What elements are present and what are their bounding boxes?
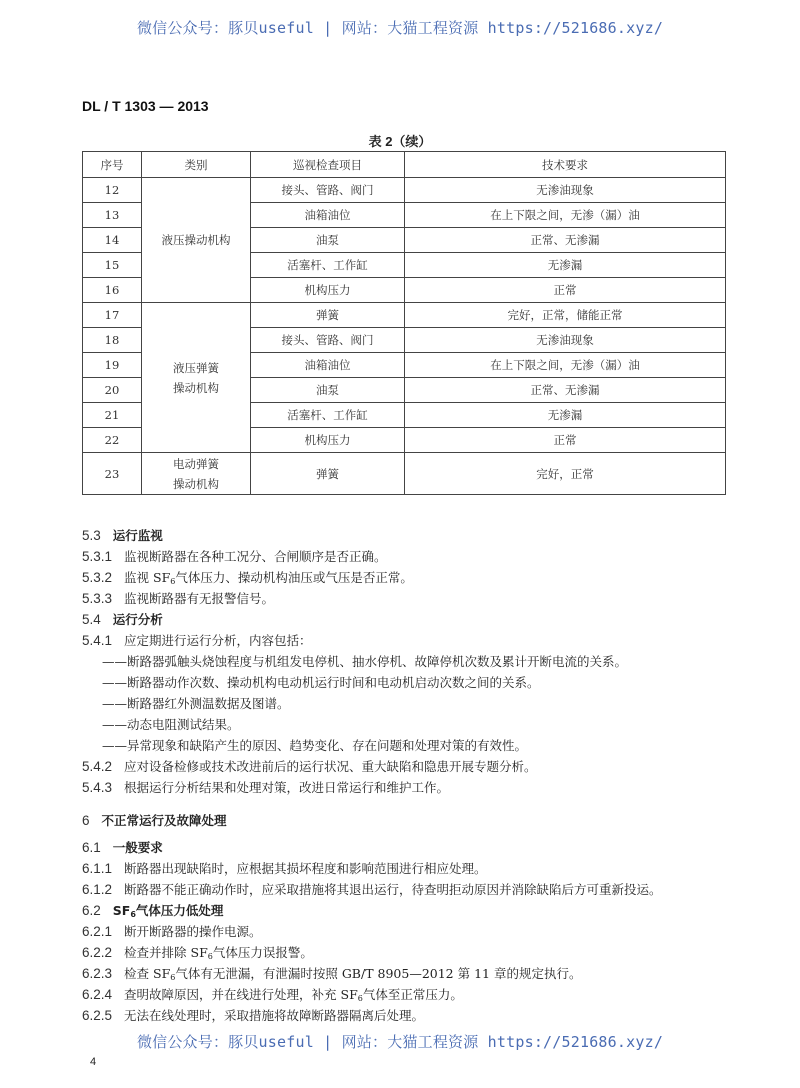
row-number: 16 xyxy=(83,278,142,303)
row-requirement: 在上下限之间，无渗（漏）油 xyxy=(405,353,726,378)
row-number: 21 xyxy=(83,403,142,428)
clause xyxy=(82,588,782,609)
row-requirement: 无渗漏 xyxy=(405,253,726,278)
clause-number: 6.2.2 xyxy=(82,945,113,960)
clause-text xyxy=(102,813,227,828)
clause xyxy=(82,546,782,567)
clause-text xyxy=(124,945,313,960)
row-requirement: 正常、无渗漏 xyxy=(405,378,726,403)
row-number: 14 xyxy=(83,228,142,253)
text-part: 监视断路器在各种工况分、合闸顺序是否正确。 xyxy=(124,549,387,564)
text-part: 气体至正常压力。 xyxy=(362,987,463,1002)
clause xyxy=(82,1005,782,1026)
text-part: 检查 SF xyxy=(124,966,171,981)
document-body xyxy=(82,525,782,1026)
clause xyxy=(82,984,782,1005)
text-part: ——异常现象和缺陷产生的原因、趋势变化、存在问题和处理对策的有效性。 xyxy=(102,738,528,753)
section-heading xyxy=(82,525,782,546)
text-part: 运行监视 xyxy=(112,528,163,543)
section-heading xyxy=(82,810,782,831)
clause-text xyxy=(124,549,387,564)
text-part: 一般要求 xyxy=(112,840,163,855)
row-number: 13 xyxy=(83,203,142,228)
clause-text xyxy=(102,738,527,753)
list-item xyxy=(82,672,782,693)
row-inspection-item: 油箱油位 xyxy=(251,203,405,228)
subscript: 6 xyxy=(170,973,176,982)
clause-text xyxy=(124,759,537,774)
clause-text xyxy=(102,675,540,690)
row-inspection-item: 油泵 xyxy=(251,228,405,253)
clause-text xyxy=(124,570,413,585)
text-part: 根据运行分析结果和处理对策，改进日常运行和维护工作。 xyxy=(124,780,450,795)
row-inspection-item: 接头、管路、阀门 xyxy=(251,178,405,203)
clause xyxy=(82,777,782,798)
text-part: 气体压力误报警。 xyxy=(212,945,313,960)
row-requirement: 完好，正常 xyxy=(405,453,726,495)
clause xyxy=(82,963,782,984)
clause-number: 5.4.1 xyxy=(82,633,113,648)
text-part: 断开断路器的操作电源。 xyxy=(124,924,262,939)
clause-text xyxy=(113,903,224,918)
col-header-category: 类别 xyxy=(142,152,251,178)
clause-number: 6 xyxy=(82,813,90,828)
clause-number: 5.4 xyxy=(82,612,101,627)
row-requirement: 正常、无渗漏 xyxy=(405,228,726,253)
text-part: 断路器出现缺陷时，应根据其损坏程度和影响范围进行相应处理。 xyxy=(124,861,487,876)
text-part: SF xyxy=(112,903,131,918)
section-heading xyxy=(82,900,782,921)
row-number: 17 xyxy=(83,303,142,328)
clause-text xyxy=(124,1008,424,1023)
clause-number: 5.4.2 xyxy=(82,759,113,774)
row-number: 12 xyxy=(83,178,142,203)
clause xyxy=(82,942,782,963)
clause-number: 6.2 xyxy=(82,903,101,918)
row-requirement: 无渗油现象 xyxy=(405,328,726,353)
table-caption: 表 2（续） xyxy=(368,134,432,149)
clause-text xyxy=(113,612,163,627)
text-part: 监视 SF xyxy=(124,570,171,585)
col-header-item: 巡视检查项目 xyxy=(251,152,405,178)
row-inspection-item: 机构压力 xyxy=(251,428,405,453)
row-category: 液压操动机构 xyxy=(142,178,251,303)
clause-text xyxy=(124,882,662,897)
text-part: 气体有无泄漏，有泄漏时按照 GB/T 8905—2012 第 11 章的规定执行。 xyxy=(175,966,582,981)
row-category: 液压弹簧 操动机构 xyxy=(142,303,251,453)
row-number: 15 xyxy=(83,253,142,278)
table-row xyxy=(83,178,726,203)
text-part: 查明故障原因，并在线进行处理，补充 SF xyxy=(124,987,358,1002)
text-part: ——断路器弧触头烧蚀程度与机组发电停机、抽水停机、故障停机次数及累计开断电流的关系。 xyxy=(102,654,628,669)
clause xyxy=(82,567,782,588)
section-heading xyxy=(82,609,782,630)
clause-text xyxy=(124,987,463,1002)
row-number: 20 xyxy=(83,378,142,403)
row-inspection-item: 弹簧 xyxy=(251,453,405,495)
row-number: 22 xyxy=(83,428,142,453)
list-item xyxy=(82,651,782,672)
clause-number: 6.1 xyxy=(82,840,101,855)
clause xyxy=(82,630,782,651)
clause xyxy=(82,879,782,900)
section-heading xyxy=(82,837,782,858)
clause-text xyxy=(124,861,487,876)
watermark-bottom: 微信公众号：豚贝useful | 网站：大猫工程资源 https://521686.xyz/ xyxy=(136,1033,664,1051)
clause xyxy=(82,858,782,879)
row-requirement: 在上下限之间，无渗（漏）油 xyxy=(405,203,726,228)
col-header-requirement: 技术要求 xyxy=(405,152,726,178)
text-part: 运行分析 xyxy=(112,612,163,627)
clause xyxy=(82,921,782,942)
table-row xyxy=(83,453,726,495)
row-requirement: 完好，正常，储能正常 xyxy=(405,303,726,328)
clause-text xyxy=(124,780,449,795)
row-inspection-item: 机构压力 xyxy=(251,278,405,303)
subscript: 6 xyxy=(130,910,136,919)
clause-number: 6.2.4 xyxy=(82,987,113,1002)
clause-number: 5.3.3 xyxy=(82,591,113,606)
subscript: 6 xyxy=(207,952,213,961)
clause-number: 5.3 xyxy=(82,528,101,543)
subscript: 6 xyxy=(170,577,176,586)
row-requirement: 正常 xyxy=(405,428,726,453)
clause-text xyxy=(102,654,627,669)
text-part: 气体压力低处理 xyxy=(135,903,224,918)
row-number: 19 xyxy=(83,353,142,378)
inspection-table xyxy=(82,151,726,495)
clause-number: 5.4.3 xyxy=(82,780,113,795)
row-number: 18 xyxy=(83,328,142,353)
row-requirement: 无渗油现象 xyxy=(405,178,726,203)
clause-number: 6.2.1 xyxy=(82,924,113,939)
row-number: 23 xyxy=(83,453,142,495)
clause-text xyxy=(113,528,163,543)
row-inspection-item: 活塞杆、工作缸 xyxy=(251,403,405,428)
row-inspection-item: 弹簧 xyxy=(251,303,405,328)
text-part: 气体压力、操动机构油压或气压是否正常。 xyxy=(175,570,413,585)
row-category: 电动弹簧 操动机构 xyxy=(142,453,251,495)
list-item xyxy=(82,693,782,714)
clause-text xyxy=(124,591,274,606)
text-part: ——断路器动作次数、操动机构电动机运行时间和电动机启动次数之间的关系。 xyxy=(102,675,540,690)
table-header-row xyxy=(83,152,726,178)
text-part: 无法在线处理时，采取措施将故障断路器隔离后处理。 xyxy=(124,1008,425,1023)
text-part: 监视断路器有无报警信号。 xyxy=(124,591,275,606)
text-part: 不正常运行及故障处理 xyxy=(101,813,227,828)
text-part: 检查并排除 SF xyxy=(124,945,208,960)
list-item xyxy=(82,735,782,756)
clause-number: 5.3.1 xyxy=(82,549,113,564)
col-header-no: 序号 xyxy=(83,152,142,178)
table-row xyxy=(83,303,726,328)
clause-text xyxy=(124,924,262,939)
standard-number: DL / T 1303 — 2013 xyxy=(82,98,209,114)
row-inspection-item: 油泵 xyxy=(251,378,405,403)
clause-text xyxy=(102,696,290,711)
clause-number: 6.1.2 xyxy=(82,882,113,897)
clause-text xyxy=(124,966,581,981)
clause-text xyxy=(102,717,240,732)
row-inspection-item: 接头、管路、阀门 xyxy=(251,328,405,353)
text-part: ——断路器红外测温数据及图谱。 xyxy=(102,696,290,711)
text-part: ——动态电阻测试结果。 xyxy=(102,717,240,732)
row-inspection-item: 油箱油位 xyxy=(251,353,405,378)
row-requirement: 正常 xyxy=(405,278,726,303)
watermark-top: 微信公众号：豚贝useful | 网站：大猫工程资源 https://521686.xyz/ xyxy=(136,19,664,37)
text-part: 应对设备检修或技术改进前后的运行状况、重大缺陷和隐患开展专题分析。 xyxy=(124,759,537,774)
row-requirement: 无渗漏 xyxy=(405,403,726,428)
clause-number: 6.1.1 xyxy=(82,861,113,876)
text-part: 应定期进行运行分析，内容包括： xyxy=(124,633,312,648)
clause-number: 6.2.3 xyxy=(82,966,113,981)
list-item xyxy=(82,714,782,735)
text-part: 断路器不能正确动作时，应采取措施将其退出运行，待查明拒动原因并消除缺陷后方可重新投运。 xyxy=(124,882,662,897)
page-number: 4 xyxy=(90,1056,97,1068)
subscript: 6 xyxy=(357,994,363,1003)
clause-number: 5.3.2 xyxy=(82,570,113,585)
clause-number: 6.2.5 xyxy=(82,1008,113,1023)
row-inspection-item: 活塞杆、工作缸 xyxy=(251,253,405,278)
clause-text xyxy=(124,633,312,648)
clause xyxy=(82,756,782,777)
clause-text xyxy=(113,840,163,855)
